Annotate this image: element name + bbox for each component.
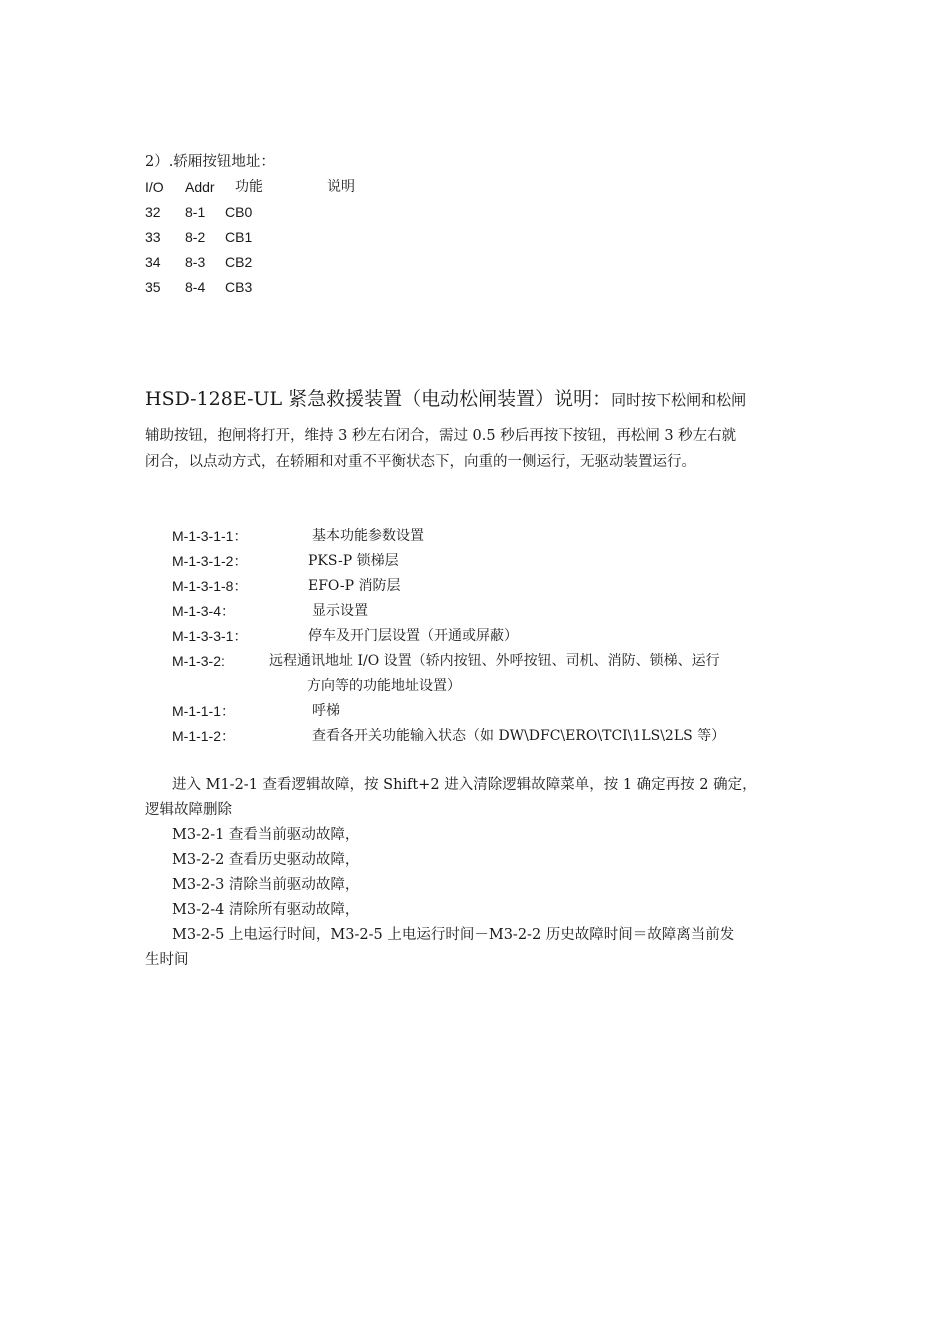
menu-desc: 显示设置 — [312, 603, 368, 619]
menu-desc: 基本功能参数设置 — [312, 528, 424, 544]
rescue-text-line-3: 闭合，以点动方式，在轿厢和对重不平衡状态下，向重的一侧运行，无驱动装置运行。 — [145, 454, 696, 470]
col-header-desc: 说明 — [327, 179, 355, 195]
menu-code: M-1-3-1-1： — [172, 528, 248, 544]
menu-code: M-1-1-1： — [172, 703, 236, 719]
row-io: 33 — [145, 229, 161, 245]
menu-code: M-1-3-1-2： — [172, 553, 248, 569]
menu-code: M-1-3-3-1： — [172, 628, 248, 644]
row-io: 32 — [145, 204, 161, 220]
menu-desc: 停车及开门层设置（开通或屏蔽） — [308, 628, 518, 644]
menu-desc: EFO-P 消防层 — [308, 578, 401, 594]
row-func: CB3 — [225, 279, 253, 295]
col-header-io: I/O — [145, 179, 164, 195]
menu-code: M-1-1-2： — [172, 728, 236, 744]
rescue-title-line — [145, 386, 746, 412]
row-func: CB2 — [225, 254, 253, 270]
menu-code: M-1-3-4： — [172, 603, 236, 619]
row-addr: 8-2 — [185, 229, 206, 245]
fault-item: M3-2-3 清除当前驱动故障， — [172, 877, 360, 893]
menu-desc: PKS-P 锁梯层 — [308, 553, 399, 569]
rescue-text-line-2: 辅助按钮，抱闸将打开，维持 3 秒左右闭合，需过 0.5 秒后再按下按钮，再松闸 3 秒左右就 — [145, 428, 737, 444]
menu-desc: 呼梯 — [312, 703, 340, 719]
section-heading: 2）.轿厢按钮地址： — [145, 154, 275, 170]
fault-item: M3-2-1 查看当前驱动故障， — [172, 827, 360, 843]
row-io: 34 — [145, 254, 161, 270]
rescue-title: HSD-128E-UL 紧急救援装置（电动松闸装置）说明： — [145, 388, 612, 410]
menu-code: M-1-3-1-8： — [172, 578, 248, 594]
row-io: 35 — [145, 279, 161, 295]
row-func: CB0 — [225, 204, 253, 220]
row-addr: 8-1 — [185, 204, 206, 220]
fault-item: M3-2-4 清除所有驱动故障， — [172, 902, 360, 918]
row-func: CB1 — [225, 229, 253, 245]
fault-last-line-2: 生时间 — [145, 952, 189, 968]
menu-code: M-1-3-2: — [172, 653, 225, 669]
fault-intro-line-2: 逻辑故障删除 — [145, 802, 232, 818]
fault-item: M3-2-2 查看历史驱动故障， — [172, 852, 360, 868]
row-addr: 8-3 — [185, 254, 206, 270]
menu-desc: 远程通讯地址 I/O 设置（轿内按钮、外呼按钮、司机、消防、锁梯、运行 — [269, 653, 720, 669]
fault-intro-line-1: 进入 M1-2-1 查看逻辑故障，按 Shift+2 进入清除逻辑故障菜单，按 1 确定再按 2 确定， — [172, 777, 757, 793]
col-header-addr: Addr — [185, 179, 215, 195]
fault-last-line-1: M3-2-5 上电运行时间，M3-2-5 上电运行时间－M3-2-2 历史故障时间＝故障离当前发 — [172, 927, 735, 943]
row-addr: 8-4 — [185, 279, 206, 295]
menu-desc-continued: 方向等的功能地址设置） — [307, 678, 461, 694]
menu-desc: 查看各开关功能输入状态（如 DW\DFC\ERO\TCI\1LS\2LS 等） — [312, 728, 726, 744]
rescue-title-tail: 同时按下松闸和松闸 — [611, 391, 747, 409]
col-header-func: 功能 — [235, 179, 263, 195]
